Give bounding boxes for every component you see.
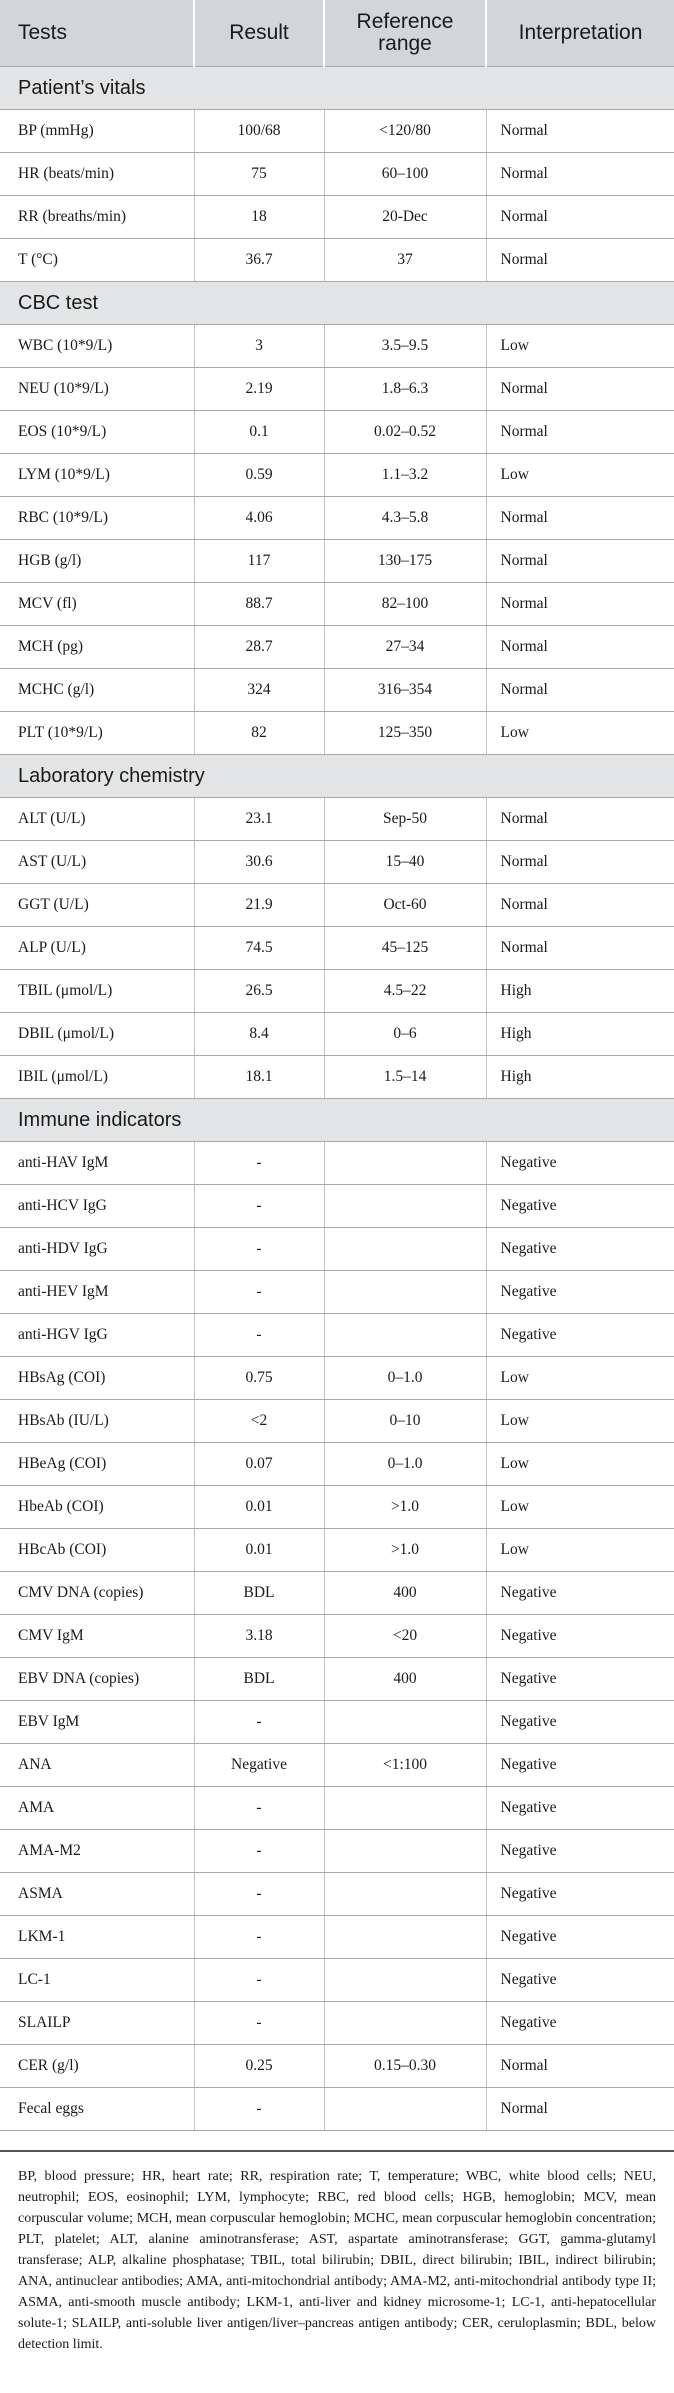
result-cell: -	[194, 1787, 324, 1830]
table-row	[0, 884, 674, 927]
result-cell: 23.1	[194, 798, 324, 841]
table-row	[0, 1787, 674, 1830]
table-row	[0, 1916, 674, 1959]
interpretation-cell: Low	[486, 454, 674, 497]
interpretation-cell: Normal	[486, 626, 674, 669]
table-row	[0, 1013, 674, 1056]
interpretation-cell: Low	[486, 1357, 674, 1400]
test-name-cell: RR (breaths/min)	[0, 196, 194, 239]
test-name-cell: anti-HCV IgG	[0, 1185, 194, 1228]
reference-range-cell	[324, 1185, 486, 1228]
test-name-cell: anti-HAV IgM	[0, 1142, 194, 1185]
reference-range-cell: 0–10	[324, 1400, 486, 1443]
table-header-row	[0, 0, 674, 67]
interpretation-cell: Normal	[486, 798, 674, 841]
result-cell: 75	[194, 153, 324, 196]
result-cell: 0.1	[194, 411, 324, 454]
reference-range-cell: 20-Dec	[324, 196, 486, 239]
table-row	[0, 1529, 674, 1572]
table-row	[0, 1228, 674, 1271]
result-cell: <2	[194, 1400, 324, 1443]
result-cell: 28.7	[194, 626, 324, 669]
table-row	[0, 841, 674, 884]
result-cell: 36.7	[194, 239, 324, 282]
interpretation-cell: Negative	[486, 1830, 674, 1873]
test-name-cell: HGB (g/l)	[0, 540, 194, 583]
table-row	[0, 2088, 674, 2131]
test-name-cell: GGT (U/L)	[0, 884, 194, 927]
reference-range-cell: 3.5–9.5	[324, 325, 486, 368]
test-name-cell: NEU (10*9/L)	[0, 368, 194, 411]
reference-range-cell: 4.3–5.8	[324, 497, 486, 540]
interpretation-cell: Negative	[486, 1916, 674, 1959]
table-row	[0, 669, 674, 712]
interpretation-cell: Normal	[486, 2088, 674, 2131]
table-row	[0, 1357, 674, 1400]
result-cell: 100/68	[194, 110, 324, 153]
result-cell: -	[194, 2002, 324, 2045]
result-cell: 3.18	[194, 1615, 324, 1658]
reference-range-cell	[324, 1787, 486, 1830]
reference-range-cell: 82–100	[324, 583, 486, 626]
reference-range-cell: >1.0	[324, 1486, 486, 1529]
test-name-cell: MCV (fl)	[0, 583, 194, 626]
table-row	[0, 1486, 674, 1529]
result-cell: 82	[194, 712, 324, 755]
reference-range-cell: 0.02–0.52	[324, 411, 486, 454]
interpretation-cell: Normal	[486, 196, 674, 239]
result-cell: 3	[194, 325, 324, 368]
result-cell: -	[194, 1314, 324, 1357]
reference-range-cell: <20	[324, 1615, 486, 1658]
result-cell: 0.59	[194, 454, 324, 497]
result-cell: 0.75	[194, 1357, 324, 1400]
test-name-cell: MCHC (g/l)	[0, 669, 194, 712]
table-row	[0, 1185, 674, 1228]
section-header-row	[0, 1099, 674, 1142]
section-title: Patient’s vitals	[0, 67, 674, 110]
test-name-cell: HBsAg (COI)	[0, 1357, 194, 1400]
test-name-cell: LYM (10*9/L)	[0, 454, 194, 497]
interpretation-cell: Normal	[486, 153, 674, 196]
section-header-row	[0, 755, 674, 798]
interpretation-cell: Normal	[486, 497, 674, 540]
interpretation-cell: Normal	[486, 110, 674, 153]
reference-range-cell	[324, 1271, 486, 1314]
test-name-cell: T (°C)	[0, 239, 194, 282]
reference-range-cell: <1:100	[324, 1744, 486, 1787]
table-row	[0, 196, 674, 239]
interpretation-cell: Negative	[486, 1959, 674, 2002]
interpretation-cell: Low	[486, 1443, 674, 1486]
table-row	[0, 2045, 674, 2088]
result-cell: 30.6	[194, 841, 324, 884]
table-row	[0, 1271, 674, 1314]
test-name-cell: HbeAb (COI)	[0, 1486, 194, 1529]
reference-range-cell	[324, 1314, 486, 1357]
header-reference-range: Reference range	[324, 0, 486, 67]
interpretation-cell: Low	[486, 325, 674, 368]
interpretation-cell: High	[486, 1013, 674, 1056]
header-interpretation: Interpretation	[486, 0, 674, 67]
result-cell: 18.1	[194, 1056, 324, 1099]
section-title: CBC test	[0, 282, 674, 325]
interpretation-cell: Normal	[486, 411, 674, 454]
interpretation-cell: Negative	[486, 1228, 674, 1271]
reference-range-cell: 130–175	[324, 540, 486, 583]
reference-range-cell: 37	[324, 239, 486, 282]
test-name-cell: WBC (10*9/L)	[0, 325, 194, 368]
table-row	[0, 626, 674, 669]
test-name-cell: EBV DNA (copies)	[0, 1658, 194, 1701]
reference-range-cell: 1.5–14	[324, 1056, 486, 1099]
interpretation-cell: Normal	[486, 540, 674, 583]
interpretation-cell: Low	[486, 1529, 674, 1572]
test-name-cell: CMV IgM	[0, 1615, 194, 1658]
reference-range-cell: Oct-60	[324, 884, 486, 927]
interpretation-cell: Low	[486, 712, 674, 755]
table-row	[0, 411, 674, 454]
result-cell: -	[194, 1271, 324, 1314]
result-cell: Negative	[194, 1744, 324, 1787]
test-name-cell: ALT (U/L)	[0, 798, 194, 841]
result-cell: 0.01	[194, 1529, 324, 1572]
result-cell: BDL	[194, 1658, 324, 1701]
result-cell: 0.25	[194, 2045, 324, 2088]
table-footnote: BP, blood pressure; HR, heart rate; RR, respiration rate; T, temperature; WBC, white blood cells; NEU, neutrophil; EOS, eosinophil; LYM, lymphocyte; RBC, red blood cells; HGB, hemoglobin; MCV, mean corpuscular volume; MCH, mean corpuscular hemoglobin; MCHC, mean corpuscular hemoglobin concentration; PLT, platelet; ALT, alanine aminotransferase; AST, aspartate aminotransferase; GGT, gamma-glutamyl transferase; ALP, alkaline phosphatase; TBIL, total bilirubin; DBIL, direct bilirubin; IBIL, indirect bilirubin; ANA, antinuclear antibodies; AMA, anti-mitochondrial antibody; AMA-M2, anti-mitochondrial antibody type II; ASMA, anti-smooth muscle antibody; LKM-1, anti-liver and kidney microsome-1; LC-1, anti-hepatocellular solute-1; SLAILP, anti-soluble liver antigen/liver–pancreas antigen antibody; CER, ceruloplasmin; BDL, below detection limit.	[0, 2150, 674, 2355]
table-row	[0, 497, 674, 540]
test-name-cell: anti-HDV IgG	[0, 1228, 194, 1271]
test-name-cell: DBIL (μmol/L)	[0, 1013, 194, 1056]
table-row	[0, 970, 674, 1013]
reference-range-cell	[324, 1142, 486, 1185]
section-header-row	[0, 282, 674, 325]
interpretation-cell: High	[486, 1056, 674, 1099]
reference-range-cell	[324, 1916, 486, 1959]
interpretation-cell: Negative	[486, 1658, 674, 1701]
test-name-cell: CMV DNA (copies)	[0, 1572, 194, 1615]
test-name-cell: BP (mmHg)	[0, 110, 194, 153]
reference-range-cell: 400	[324, 1572, 486, 1615]
result-cell: 0.07	[194, 1443, 324, 1486]
reference-range-cell: 400	[324, 1658, 486, 1701]
reference-range-cell: Sep-50	[324, 798, 486, 841]
test-name-cell: LC-1	[0, 1959, 194, 2002]
reference-range-cell: 15–40	[324, 841, 486, 884]
result-cell: -	[194, 1142, 324, 1185]
table-row	[0, 1873, 674, 1916]
test-name-cell: ALP (U/L)	[0, 927, 194, 970]
reference-range-cell: >1.0	[324, 1529, 486, 1572]
result-cell: -	[194, 1701, 324, 1744]
result-cell: -	[194, 1830, 324, 1873]
test-name-cell: PLT (10*9/L)	[0, 712, 194, 755]
table-row	[0, 927, 674, 970]
test-name-cell: ANA	[0, 1744, 194, 1787]
test-name-cell: AST (U/L)	[0, 841, 194, 884]
reference-range-cell: 316–354	[324, 669, 486, 712]
interpretation-cell: Normal	[486, 841, 674, 884]
test-name-cell: anti-HGV IgG	[0, 1314, 194, 1357]
reference-range-cell: 45–125	[324, 927, 486, 970]
section-title: Laboratory chemistry	[0, 755, 674, 798]
test-name-cell: CER (g/l)	[0, 2045, 194, 2088]
test-name-cell: RBC (10*9/L)	[0, 497, 194, 540]
table-row	[0, 712, 674, 755]
table-row	[0, 1744, 674, 1787]
section-header-row	[0, 67, 674, 110]
reference-range-cell	[324, 1830, 486, 1873]
table-row	[0, 1400, 674, 1443]
table-row	[0, 798, 674, 841]
reference-range-cell	[324, 1228, 486, 1271]
table-row	[0, 1314, 674, 1357]
result-cell: -	[194, 1228, 324, 1271]
table-body	[0, 67, 674, 2131]
table-row	[0, 1443, 674, 1486]
table-row	[0, 1658, 674, 1701]
reference-range-cell: 1.8–6.3	[324, 368, 486, 411]
table-row	[0, 325, 674, 368]
test-name-cell: LKM-1	[0, 1916, 194, 1959]
interpretation-cell: Negative	[486, 1185, 674, 1228]
test-name-cell: MCH (pg)	[0, 626, 194, 669]
section-title: Immune indicators	[0, 1099, 674, 1142]
result-cell: 4.06	[194, 497, 324, 540]
test-name-cell: HR (beats/min)	[0, 153, 194, 196]
reference-range-cell: 27–34	[324, 626, 486, 669]
interpretation-cell: Normal	[486, 669, 674, 712]
reference-range-cell	[324, 2002, 486, 2045]
table-row	[0, 1572, 674, 1615]
result-cell: 26.5	[194, 970, 324, 1013]
result-cell: 21.9	[194, 884, 324, 927]
reference-range-cell: <120/80	[324, 110, 486, 153]
interpretation-cell: Normal	[486, 884, 674, 927]
interpretation-cell: Low	[486, 1486, 674, 1529]
reference-range-cell: 4.5–22	[324, 970, 486, 1013]
header-tests: Tests	[0, 0, 194, 67]
table-row	[0, 239, 674, 282]
result-cell: 88.7	[194, 583, 324, 626]
interpretation-cell: Negative	[486, 1787, 674, 1830]
result-cell: 117	[194, 540, 324, 583]
test-name-cell: AMA	[0, 1787, 194, 1830]
interpretation-cell: Normal	[486, 2045, 674, 2088]
result-cell: 74.5	[194, 927, 324, 970]
test-name-cell: HBcAb (COI)	[0, 1529, 194, 1572]
reference-range-cell: 0–6	[324, 1013, 486, 1056]
test-name-cell: EBV IgM	[0, 1701, 194, 1744]
table-row	[0, 153, 674, 196]
reference-range-cell: 0–1.0	[324, 1443, 486, 1486]
result-cell: 0.01	[194, 1486, 324, 1529]
result-cell: -	[194, 1959, 324, 2002]
interpretation-cell: Negative	[486, 1142, 674, 1185]
table-row	[0, 1142, 674, 1185]
test-name-cell: AMA-M2	[0, 1830, 194, 1873]
reference-range-cell: 0.15–0.30	[324, 2045, 486, 2088]
reference-range-cell	[324, 1873, 486, 1916]
interpretation-cell: Normal	[486, 239, 674, 282]
interpretation-cell: Normal	[486, 583, 674, 626]
interpretation-cell: Negative	[486, 1572, 674, 1615]
result-cell: 324	[194, 669, 324, 712]
table-row	[0, 110, 674, 153]
interpretation-cell: Negative	[486, 1873, 674, 1916]
interpretation-cell: Normal	[486, 368, 674, 411]
test-name-cell: IBIL (μmol/L)	[0, 1056, 194, 1099]
interpretation-cell: High	[486, 970, 674, 1013]
result-cell: -	[194, 1185, 324, 1228]
test-name-cell: EOS (10*9/L)	[0, 411, 194, 454]
table-row	[0, 540, 674, 583]
table-row	[0, 1615, 674, 1658]
result-cell: -	[194, 1916, 324, 1959]
table-row	[0, 583, 674, 626]
test-name-cell: SLAILP	[0, 2002, 194, 2045]
test-name-cell: anti-HEV IgM	[0, 1271, 194, 1314]
interpretation-cell: Negative	[486, 1314, 674, 1357]
test-name-cell: HBeAg (COI)	[0, 1443, 194, 1486]
interpretation-cell: Negative	[486, 1615, 674, 1658]
header-result: Result	[194, 0, 324, 67]
result-cell: -	[194, 1873, 324, 1916]
interpretation-cell: Negative	[486, 1271, 674, 1314]
result-cell: BDL	[194, 1572, 324, 1615]
reference-range-cell	[324, 1959, 486, 2002]
reference-range-cell: 1.1–3.2	[324, 454, 486, 497]
interpretation-cell: Negative	[486, 2002, 674, 2045]
test-name-cell: TBIL (μmol/L)	[0, 970, 194, 1013]
reference-range-cell	[324, 1701, 486, 1744]
table-row	[0, 454, 674, 497]
result-cell: 8.4	[194, 1013, 324, 1056]
reference-range-cell: 60–100	[324, 153, 486, 196]
table-row	[0, 1701, 674, 1744]
result-cell: -	[194, 2088, 324, 2131]
test-name-cell: HBsAb (IU/L)	[0, 1400, 194, 1443]
test-name-cell: Fecal eggs	[0, 2088, 194, 2131]
table-row	[0, 368, 674, 411]
table-row	[0, 2002, 674, 2045]
reference-range-cell: 0–1.0	[324, 1357, 486, 1400]
table-row	[0, 1959, 674, 2002]
result-cell: 18	[194, 196, 324, 239]
result-cell: 2.19	[194, 368, 324, 411]
reference-range-cell	[324, 2088, 486, 2131]
reference-range-cell: 125–350	[324, 712, 486, 755]
interpretation-cell: Negative	[486, 1701, 674, 1744]
table-row	[0, 1830, 674, 1873]
table-row	[0, 1056, 674, 1099]
interpretation-cell: Negative	[486, 1744, 674, 1787]
interpretation-cell: Low	[486, 1400, 674, 1443]
test-name-cell: ASMA	[0, 1873, 194, 1916]
interpretation-cell: Normal	[486, 927, 674, 970]
